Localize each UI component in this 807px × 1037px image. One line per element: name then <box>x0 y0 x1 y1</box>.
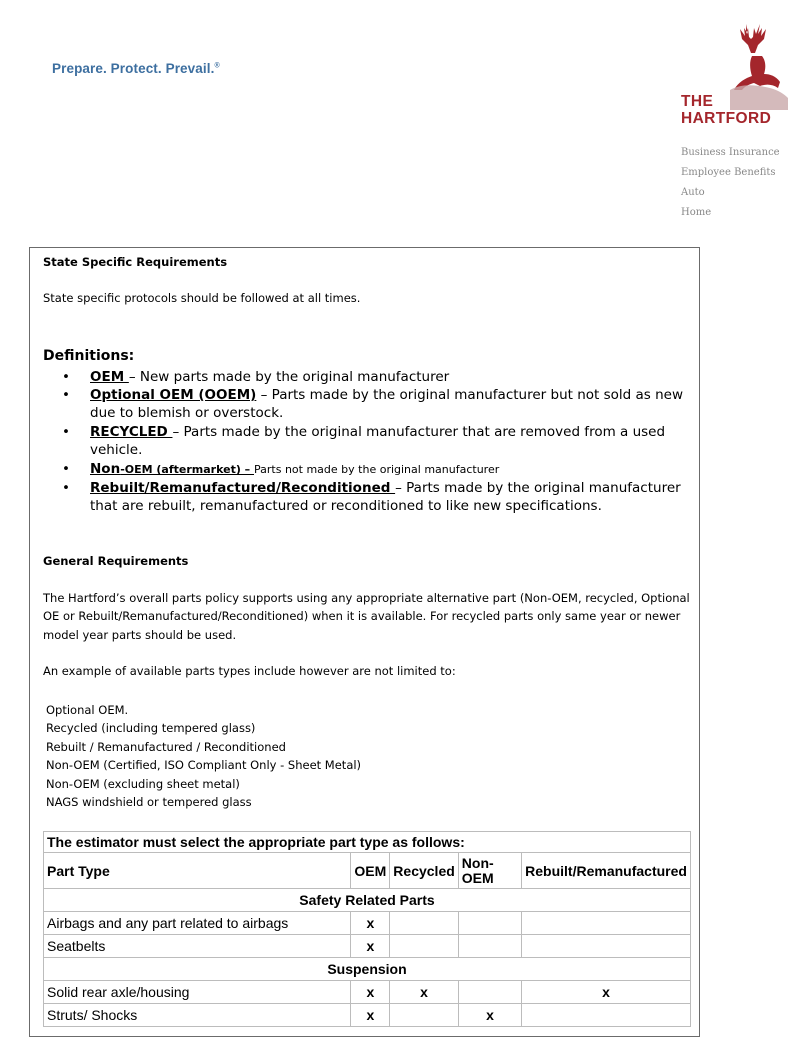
example-text: An example of available parts types include however are not limited to: <box>43 664 456 678</box>
section-safety: Safety Related Parts <box>44 889 691 912</box>
list-item: Non-OEM (excluding sheet metal) <box>46 776 240 791</box>
state-text: State specific protocols should be followed at all times. <box>43 291 361 305</box>
link-employee-benefits[interactable]: Employee Benefits <box>681 167 776 178</box>
list-item: NAGS windshield or tempered glass <box>46 795 252 810</box>
general-heading: General Requirements <box>43 554 189 568</box>
header-oem: OEM <box>351 853 390 889</box>
header-rebuilt: Rebuilt/Remanufactured <box>522 853 691 889</box>
table-row: Airbags and any part related to airbags x <box>44 912 691 935</box>
parts-table <box>43 831 691 1027</box>
list-item: Rebuilt / Remanufactured / Reconditioned <box>46 739 286 754</box>
link-home[interactable]: Home <box>681 207 712 218</box>
table-caption: The estimator must select the appropriate part type as follows: <box>44 832 691 853</box>
definitions-heading: Definitions: <box>43 348 135 364</box>
list-item: Optional OEM. <box>46 703 129 717</box>
list-item: Non-OEM (Certified, ISO Compliant Only - Sheet Metal) <box>46 758 362 773</box>
link-business-insurance[interactable]: Business Insurance <box>681 147 780 158</box>
table-row: Solid rear axle/housing x x x <box>44 981 691 1004</box>
table-row: Struts/ Shocks x x <box>44 1004 691 1027</box>
list-item: Recycled (including tempered glass) <box>46 721 256 736</box>
header-part-type: Part Type <box>44 853 351 889</box>
general-line-3: model year parts should be used. <box>43 628 237 642</box>
brand-name: THE HARTFORD <box>681 93 772 127</box>
state-heading: State Specific Requirements <box>43 255 228 269</box>
part-types-list <box>46 701 361 811</box>
table-row: Seatbelts x <box>44 935 691 958</box>
general-line-1: The Hartford’s overall parts policy supports using any appropriate alternative part (Non-OEM, recycled, Optional <box>43 591 690 605</box>
general-line-2: OE or Rebuilt/Remanufactured/Reconditioned) when it is available. For recycled parts only same year or newer <box>43 609 681 623</box>
section-suspension: Suspension <box>44 958 691 981</box>
header-recycled: Recycled <box>390 853 458 889</box>
link-auto[interactable]: Auto <box>681 187 705 198</box>
header-non-oem: Non-OEM <box>458 853 521 889</box>
tagline: Prepare. Protect. Prevail.® <box>52 61 220 76</box>
brand-links <box>681 143 780 223</box>
